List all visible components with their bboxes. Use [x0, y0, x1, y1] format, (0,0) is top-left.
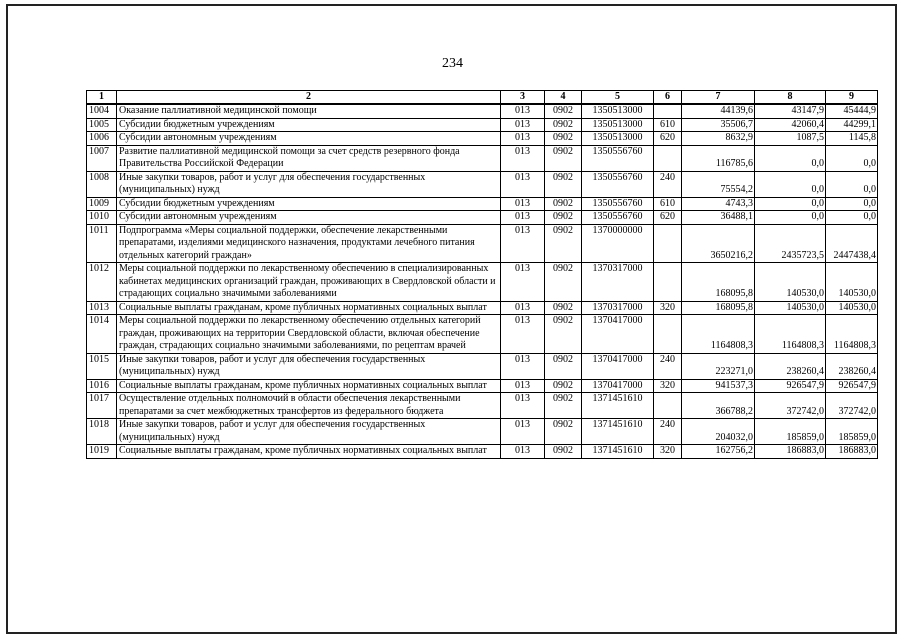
amount-col8: 0,0: [755, 145, 826, 171]
amount-col7: 8632,9: [682, 132, 755, 146]
section-code: 0902: [545, 224, 582, 263]
row-number: 1019: [87, 445, 117, 459]
row-name: Социальные выплаты гражданам, кроме публичных нормативных социальных выплат: [117, 301, 501, 315]
expense-type-code: 320: [654, 301, 682, 315]
target-article-code: 1371451610: [582, 393, 654, 419]
table-row: [87, 379, 878, 393]
row-name: Субсидии автономным учреждениям: [117, 211, 501, 225]
admin-code: 013: [501, 132, 545, 146]
amount-col9: 185859,0: [826, 419, 878, 445]
amount-col7: 204032,0: [682, 419, 755, 445]
amount-col8: 185859,0: [755, 419, 826, 445]
row-number: 1016: [87, 379, 117, 393]
amount-col7: 162756,2: [682, 445, 755, 459]
amount-col9: 45444,9: [826, 104, 878, 118]
row-name: Социальные выплаты гражданам, кроме публичных нормативных социальных выплат: [117, 379, 501, 393]
expense-type-code: 240: [654, 419, 682, 445]
amount-col7: 75554,2: [682, 171, 755, 197]
target-article-code: 1350556760: [582, 197, 654, 211]
section-code: 0902: [545, 393, 582, 419]
amount-col8: 238260,4: [755, 353, 826, 379]
section-code: 0902: [545, 145, 582, 171]
table-row: [87, 197, 878, 211]
section-code: 0902: [545, 353, 582, 379]
amount-col9: 0,0: [826, 145, 878, 171]
amount-col9: 0,0: [826, 171, 878, 197]
row-name: Меры социальной поддержки по лекарственному обеспечению в специализированных кабинетах медицинских организаций граждан, проживающих в Свердловской области и страдающих социально значимыми заболеваниями: [117, 263, 501, 302]
amount-col9: 926547,9: [826, 379, 878, 393]
row-name: Иные закупки товаров, работ и услуг для обеспечения государственных (муниципальных) нужд: [117, 171, 501, 197]
row-name: Субсидии автономным учреждениям: [117, 132, 501, 146]
admin-code: 013: [501, 393, 545, 419]
table-row: [87, 315, 878, 354]
amount-col7: 35506,7: [682, 118, 755, 132]
table-row: [87, 419, 878, 445]
amount-col7: 44139,6: [682, 104, 755, 118]
col-header-2: 2: [117, 91, 501, 105]
row-number: 1008: [87, 171, 117, 197]
amount-col7: 168095,8: [682, 263, 755, 302]
amount-col7: 168095,8: [682, 301, 755, 315]
amount-col9: 186883,0: [826, 445, 878, 459]
amount-col7: 366788,2: [682, 393, 755, 419]
section-code: 0902: [545, 301, 582, 315]
table-row: [87, 224, 878, 263]
row-number: 1018: [87, 419, 117, 445]
admin-code: 013: [501, 211, 545, 225]
target-article-code: 1370317000: [582, 263, 654, 302]
amount-col9: 44299,1: [826, 118, 878, 132]
row-name: Субсидии бюджетным учреждениям: [117, 197, 501, 211]
amount-col9: 238260,4: [826, 353, 878, 379]
expense-type-code: 320: [654, 379, 682, 393]
col-header-4: 4: [545, 91, 582, 105]
target-article-code: 1350556760: [582, 145, 654, 171]
row-number: 1011: [87, 224, 117, 263]
row-number: 1007: [87, 145, 117, 171]
admin-code: 013: [501, 145, 545, 171]
amount-col8: 2435723,5: [755, 224, 826, 263]
amount-col8: 1164808,3: [755, 315, 826, 354]
expense-type-code: 610: [654, 118, 682, 132]
col-header-8: 8: [755, 91, 826, 105]
expense-type-code: 610: [654, 197, 682, 211]
amount-col8: 926547,9: [755, 379, 826, 393]
row-name: Иные закупки товаров, работ и услуг для обеспечения государственных (муниципальных) нужд: [117, 419, 501, 445]
expense-type-code: [654, 145, 682, 171]
expense-type-code: 240: [654, 171, 682, 197]
admin-code: 013: [501, 353, 545, 379]
admin-code: 013: [501, 197, 545, 211]
table-row: [87, 301, 878, 315]
amount-col9: 1164808,3: [826, 315, 878, 354]
admin-code: 013: [501, 171, 545, 197]
section-code: 0902: [545, 171, 582, 197]
amount-col8: 0,0: [755, 211, 826, 225]
amount-col9: 1145,8: [826, 132, 878, 146]
table-row: [87, 393, 878, 419]
amount-col9: 2447438,4: [826, 224, 878, 263]
amount-col9: 0,0: [826, 197, 878, 211]
table-row: [87, 263, 878, 302]
target-article-code: 1371451610: [582, 419, 654, 445]
expense-type-code: [654, 263, 682, 302]
admin-code: 013: [501, 419, 545, 445]
expense-type-code: 620: [654, 211, 682, 225]
target-article-code: 1370317000: [582, 301, 654, 315]
section-code: 0902: [545, 132, 582, 146]
target-article-code: 1370000000: [582, 224, 654, 263]
amount-col7: 941537,3: [682, 379, 755, 393]
expense-type-code: [654, 224, 682, 263]
admin-code: 013: [501, 263, 545, 302]
section-code: 0902: [545, 104, 582, 118]
amount-col8: 42060,4: [755, 118, 826, 132]
amount-col8: 0,0: [755, 197, 826, 211]
amount-col8: 140530,0: [755, 263, 826, 302]
amount-col9: 140530,0: [826, 263, 878, 302]
table-row: [87, 132, 878, 146]
section-code: 0902: [545, 315, 582, 354]
target-article-code: 1370417000: [582, 379, 654, 393]
col-header-7: 7: [682, 91, 755, 105]
admin-code: 013: [501, 315, 545, 354]
admin-code: 013: [501, 379, 545, 393]
table-row: [87, 211, 878, 225]
row-number: 1013: [87, 301, 117, 315]
admin-code: 013: [501, 104, 545, 118]
target-article-code: 1371451610: [582, 445, 654, 459]
section-code: 0902: [545, 379, 582, 393]
target-article-code: 1350513000: [582, 132, 654, 146]
table-row: [87, 104, 878, 118]
amount-col8: 140530,0: [755, 301, 826, 315]
row-name: Иные закупки товаров, работ и услуг для обеспечения государственных (муниципальных) нужд: [117, 353, 501, 379]
row-number: 1015: [87, 353, 117, 379]
section-code: 0902: [545, 118, 582, 132]
table-row: [87, 353, 878, 379]
expense-type-code: 620: [654, 132, 682, 146]
amount-col7: 223271,0: [682, 353, 755, 379]
col-header-3: 3: [501, 91, 545, 105]
row-number: 1004: [87, 104, 117, 118]
budget-table: [86, 90, 878, 459]
row-name: Социальные выплаты гражданам, кроме публичных нормативных социальных выплат: [117, 445, 501, 459]
target-article-code: 1370417000: [582, 353, 654, 379]
page-number: 234: [442, 56, 463, 71]
target-article-code: 1350556760: [582, 211, 654, 225]
admin-code: 013: [501, 445, 545, 459]
target-article-code: 1350513000: [582, 118, 654, 132]
row-name: Развитие паллиативной медицинской помощи за счет средств резервного фонда Правительства Российской Федерации: [117, 145, 501, 171]
target-article-code: 1350513000: [582, 104, 654, 118]
row-name: Осуществление отдельных полномочий в области обеспечения лекарственными препаратами за счет межбюджетных трансфертов из федерального бюджета: [117, 393, 501, 419]
col-header-9: 9: [826, 91, 878, 105]
row-number: 1010: [87, 211, 117, 225]
row-number: 1012: [87, 263, 117, 302]
col-header-1: 1: [87, 91, 117, 105]
row-name: Подпрограмма «Меры социальной поддержки, обеспечение лекарственными препаратами, изделиями медицинского назначения, продуктами лечебного питания отдельных категорий граждан»: [117, 224, 501, 263]
section-code: 0902: [545, 211, 582, 225]
row-name: Меры социальной поддержки по лекарственному обеспечению отдельных категорий граждан, проживающих на территории Свердловской области, включая обеспечение граждан, страдающих социально значимыми заболеваниями, по рецептам врачей: [117, 315, 501, 354]
admin-code: 013: [501, 301, 545, 315]
amount-col7: 36488,1: [682, 211, 755, 225]
amount-col7: 116785,6: [682, 145, 755, 171]
amount-col8: 0,0: [755, 171, 826, 197]
amount-col8: 43147,9: [755, 104, 826, 118]
expense-type-code: 320: [654, 445, 682, 459]
amount-col7: 4743,3: [682, 197, 755, 211]
expense-type-code: 240: [654, 353, 682, 379]
admin-code: 013: [501, 118, 545, 132]
amount-col9: 140530,0: [826, 301, 878, 315]
row-number: 1005: [87, 118, 117, 132]
amount-col7: 3650216,2: [682, 224, 755, 263]
col-header-5: 5: [582, 91, 654, 105]
section-code: 0902: [545, 197, 582, 211]
amount-col7: 1164808,3: [682, 315, 755, 354]
target-article-code: 1370417000: [582, 315, 654, 354]
admin-code: 013: [501, 224, 545, 263]
amount-col8: 1087,5: [755, 132, 826, 146]
expense-type-code: [654, 393, 682, 419]
target-article-code: 1350556760: [582, 171, 654, 197]
row-number: 1014: [87, 315, 117, 354]
row-number: 1006: [87, 132, 117, 146]
section-code: 0902: [545, 263, 582, 302]
expense-type-code: [654, 104, 682, 118]
amount-col8: 186883,0: [755, 445, 826, 459]
header-row: [87, 91, 878, 105]
table-row: [87, 118, 878, 132]
amount-col9: 0,0: [826, 211, 878, 225]
amount-col8: 372742,0: [755, 393, 826, 419]
table-row: [87, 445, 878, 459]
amount-col9: 372742,0: [826, 393, 878, 419]
row-number: 1017: [87, 393, 117, 419]
row-name: Субсидии бюджетным учреждениям: [117, 118, 501, 132]
section-code: 0902: [545, 419, 582, 445]
row-name: Оказание паллиативной медицинской помощи: [117, 104, 501, 118]
col-header-6: 6: [654, 91, 682, 105]
table-row: [87, 145, 878, 171]
table-row: [87, 171, 878, 197]
expense-type-code: [654, 315, 682, 354]
row-number: 1009: [87, 197, 117, 211]
section-code: 0902: [545, 445, 582, 459]
